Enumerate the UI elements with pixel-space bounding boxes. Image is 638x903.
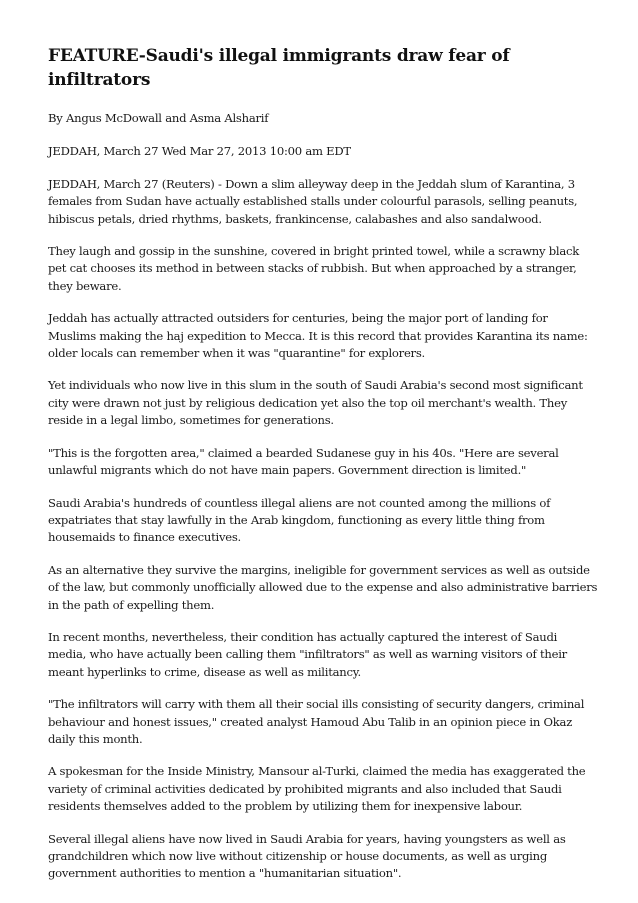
article-paragraph: They laugh and gossip in the sunshine, covered in bright printed towel, while a scrawny black pet cat chooses its method in between stacks of rubbish. But when approached by a stranger, they beware. [48, 244, 580, 293]
article-paragraph: "The infiltrators will carry with them all their social ills consisting of security dangers, criminal behaviour and honest issues," created analyst Hamoud Abu Talib in an opinion piece in Okaz daily this month. [48, 697, 585, 746]
article-byline: By Angus McDowall and Asma Alsharif [48, 111, 269, 125]
article-title: FEATURE-Saudi's illegal immigrants draw fear of infiltrators [48, 46, 510, 90]
article-paragraph: Yet individuals who now live in this slum in the south of Saudi Arabia's second most significant city were drawn not just by religious dedication yet also the top oil merchant's wealth. They reside in a legal limbo, sometimes for generations. [48, 378, 583, 428]
article-dateline: JEDDAH, March 27 Wed Mar 27, 2013 10:00 am EDT [48, 144, 351, 159]
article-paragraph: Several illegal aliens have now lived in Saudi Arabia for years, having youngsters as well as grandchildren which now live without citizenship or house documents, as well as urging government authorities to mention a "humanitarian situation". [48, 831, 566, 881]
article-paragraph: "This is the forgotten area," claimed a bearded Sudanese guy in his 40s. "Here are several unlawful migrants which do not have main papers. Government direction is limited." [48, 445, 559, 478]
article-paragraph: In recent months, nevertheless, their condition has actually captured the interest of Saudi media, who have actually been calling them "infiltrators" as well as warning visitors of their meant hyperlinks to crime, disease as well as militancy. [48, 629, 567, 679]
article-paragraph: Jeddah has actually attracted outsiders for centuries, being the major port of landing for Muslims making the haj expedition to Mecca. It is this record that provides Karantina its name: older locals can remember when it was "quarantine" for explorers. [48, 311, 588, 361]
article-paragraph: A spokesman for the Inside Ministry, Mansour al-Turki, claimed the media has exaggerated the variety of criminal activities dedicated by prohibited migrants and also included that Saudi residents themselves added to the problem by utilizing them for inexpensive labour. [48, 764, 586, 814]
article-paragraph: As an alternative they survive the margins, ineligible for government services as well as outside of the law, but commonly unofficially allowed due to the expense and also administrative barriers in the path of expelling them. [48, 562, 598, 612]
document-page [48, 44, 598, 898]
article-paragraph: JEDDAH, March 27 (Reuters) - Down a slim alleyway deep in the Jeddah slum of Karantina, 3 females from Sudan have actually established stalls under colourful parasols, selling peanuts, hibiscus petals, dried rhythms, baskets, frankincense, calabashes and also sandalwood. [48, 176, 578, 226]
article-paragraph: Saudi Arabia's hundreds of countless illegal aliens are not counted among the millions of expatriates that stay lawfully in the Arab kingdom, functioning as every little thing from housemaids to finance executives. [48, 495, 551, 545]
